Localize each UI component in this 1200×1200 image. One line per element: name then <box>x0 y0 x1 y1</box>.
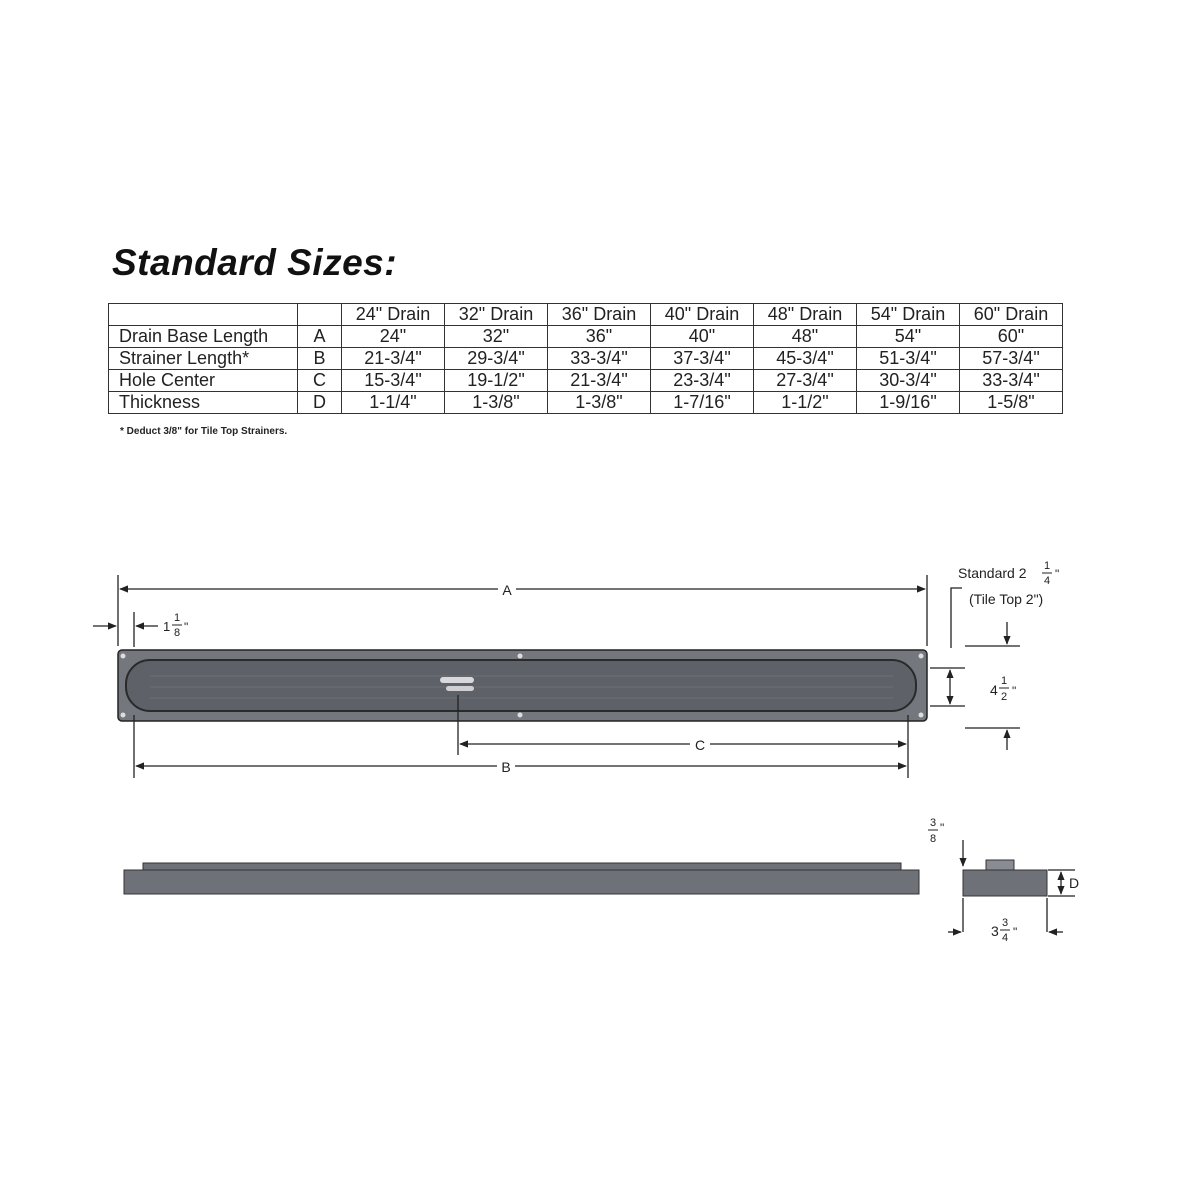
height-numerator: 1 <box>1043 560 1051 572</box>
row-code: A <box>298 326 342 348</box>
row-label: Strainer Length* <box>109 348 298 370</box>
dimension-c-label: C <box>694 737 706 753</box>
screw-hole-icon <box>518 713 523 718</box>
table-cell: 54" <box>857 326 960 348</box>
header-cell: 54" Drain <box>857 304 960 326</box>
strainer-profile <box>143 863 901 870</box>
dimension-b-label: B <box>501 759 511 775</box>
table-cell: 37-3/4" <box>651 348 754 370</box>
row-label: Thickness <box>109 392 298 414</box>
dimension-a <box>118 575 927 646</box>
footnote: * Deduct 3/8" for Tile Top Strainers. <box>120 426 288 437</box>
dimension-d-label: D <box>1069 875 1080 891</box>
page-title: Standard Sizes: <box>112 242 398 283</box>
table-cell: 1-3/8" <box>548 392 651 414</box>
table-cell: 27-3/4" <box>754 370 857 392</box>
table-cell: 1-1/4" <box>342 392 445 414</box>
screw-hole-icon <box>919 713 924 718</box>
flange-whole: 1 <box>163 619 171 634</box>
base-whole: 3 <box>991 923 999 939</box>
outlet-profile <box>986 860 1014 870</box>
dimension-a-label: A <box>502 582 512 598</box>
table-cell: 48" <box>754 326 857 348</box>
table-cell: 51-3/4" <box>857 348 960 370</box>
row-code: C <box>298 370 342 392</box>
table-cell: 1-3/8" <box>445 392 548 414</box>
header-cell: 60" Drain <box>960 304 1063 326</box>
table-cell: 24" <box>342 326 445 348</box>
table-cell: 40" <box>651 326 754 348</box>
table-cell: 1-5/8" <box>960 392 1063 414</box>
width-denominator: 2 <box>1000 691 1008 703</box>
row-code: B <box>298 348 342 370</box>
drain-side-view <box>124 863 919 894</box>
header-cell: 36" Drain <box>548 304 651 326</box>
lip-denominator: 8 <box>929 833 937 845</box>
row-code: D <box>298 392 342 414</box>
width-inch-mark: " <box>1012 684 1017 698</box>
table-cell: 45-3/4" <box>754 348 857 370</box>
header-cell: 32" Drain <box>445 304 548 326</box>
screw-hole-icon <box>919 654 924 659</box>
width-numerator: 1 <box>1000 675 1008 687</box>
hole-highlight <box>446 686 474 691</box>
flange-inch-mark: " <box>184 620 189 634</box>
screw-hole-icon <box>121 654 126 659</box>
table-cell: 1-7/16" <box>651 392 754 414</box>
tile-top-label: (Tile Top 2") <box>969 591 1044 607</box>
hole-highlight <box>440 677 474 683</box>
base-inch-mark: " <box>1013 925 1018 939</box>
header-cell: 40" Drain <box>651 304 754 326</box>
lip-inch-mark: " <box>940 821 945 835</box>
dimension-flange <box>93 612 158 647</box>
strainer-body <box>126 660 916 711</box>
header-cell: 48" Drain <box>754 304 857 326</box>
table-cell: 19-1/2" <box>445 370 548 392</box>
base-profile <box>124 870 919 894</box>
height-label: Standard 2 <box>958 565 1027 581</box>
width-whole: 4 <box>990 682 998 698</box>
screw-hole-icon <box>121 713 126 718</box>
lip-numerator: 3 <box>929 817 937 829</box>
drain-top-view <box>118 650 927 721</box>
table-cell: 23-3/4" <box>651 370 754 392</box>
table-cell: 29-3/4" <box>445 348 548 370</box>
dimension-width <box>930 668 965 706</box>
header-cell: 24" Drain <box>342 304 445 326</box>
height-inch-mark: " <box>1055 567 1060 581</box>
end-body <box>963 870 1047 896</box>
table-cell: 33-3/4" <box>960 370 1063 392</box>
base-denominator: 4 <box>1001 932 1009 944</box>
table-cell: 21-3/4" <box>548 370 651 392</box>
table-cell: 1-1/2" <box>754 392 857 414</box>
dimension-b <box>134 715 906 778</box>
base-numerator: 3 <box>1001 917 1009 929</box>
table-cell: 1-9/16" <box>857 392 960 414</box>
table-cell: 32" <box>445 326 548 348</box>
height-denominator: 4 <box>1043 575 1051 587</box>
table-cell: 15-3/4" <box>342 370 445 392</box>
table-cell: 33-3/4" <box>548 348 651 370</box>
table-cell: 57-3/4" <box>960 348 1063 370</box>
flange-denominator: 8 <box>173 627 181 639</box>
drain-end-view <box>963 860 1047 896</box>
row-label: Drain Base Length <box>109 326 298 348</box>
table-cell: 60" <box>960 326 1063 348</box>
flange-numerator: 1 <box>173 612 181 624</box>
table-cell: 30-3/4" <box>857 370 960 392</box>
table-cell: 21-3/4" <box>342 348 445 370</box>
screw-hole-icon <box>518 654 523 659</box>
row-label: Hole Center <box>109 370 298 392</box>
dimension-height <box>951 588 1020 750</box>
table-cell: 36" <box>548 326 651 348</box>
